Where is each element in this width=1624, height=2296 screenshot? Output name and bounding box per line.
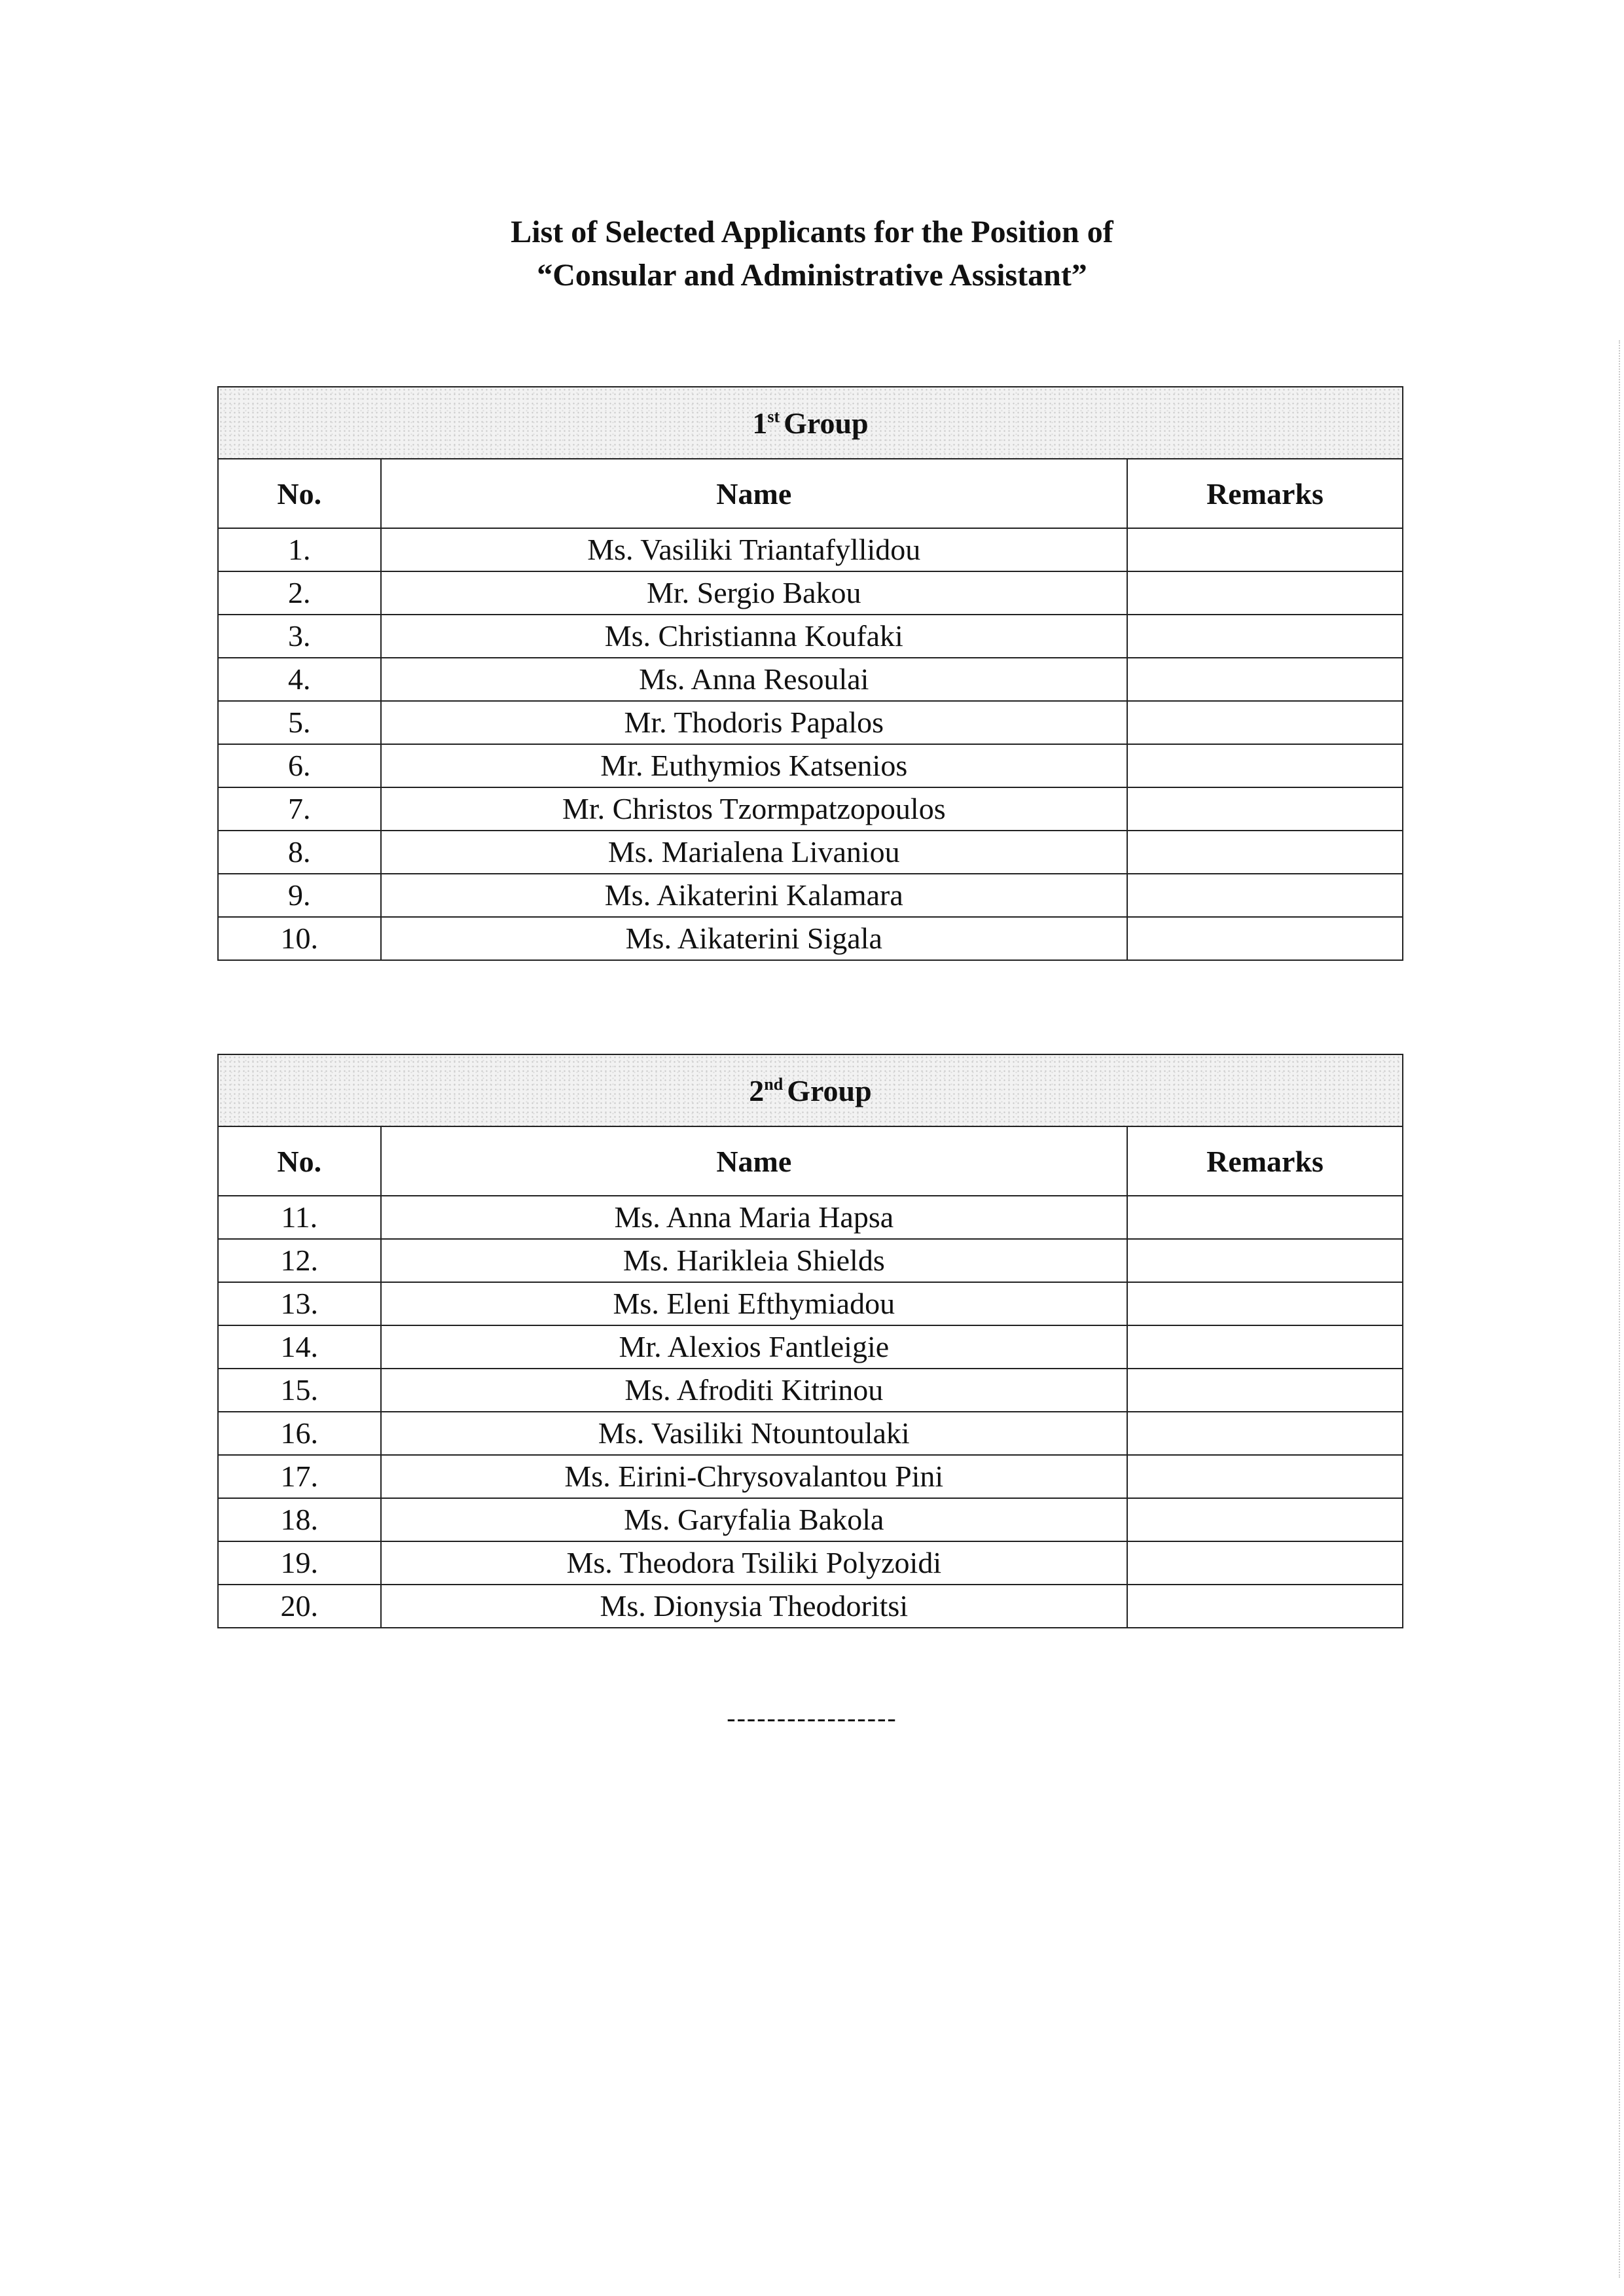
cell-no: 19.	[218, 1541, 381, 1585]
cell-name: Ms. Anna Resoulai	[381, 658, 1128, 701]
group-1-ordinal-suffix: st	[767, 407, 780, 427]
cell-remarks	[1127, 571, 1403, 615]
cell-name: Ms. Dionysia Theodoritsi	[381, 1585, 1128, 1628]
group-1-table	[217, 386, 1403, 961]
cell-remarks	[1127, 1455, 1403, 1498]
cell-name: Ms. Anna Maria Hapsa	[381, 1196, 1128, 1239]
title-line-2: “Consular and Administrative Assistant”	[537, 258, 1087, 293]
table-row	[218, 1498, 1403, 1541]
cell-no: 5.	[218, 701, 381, 744]
table-row	[218, 528, 1403, 571]
cell-name: Ms. Eleni Efthymiadou	[381, 1282, 1128, 1325]
cell-remarks	[1127, 1282, 1403, 1325]
table-row	[218, 1412, 1403, 1455]
cell-name: Ms. Vasiliki Ntountoulaki	[381, 1412, 1128, 1455]
cell-remarks	[1127, 1412, 1403, 1455]
table-row	[218, 701, 1403, 744]
cell-no: 6.	[218, 744, 381, 787]
group-2-table	[217, 1054, 1403, 1628]
cell-name: Mr. Alexios Fantleigie	[381, 1325, 1128, 1369]
group-2-header-row	[218, 1054, 1403, 1126]
cell-name: Ms. Vasiliki Triantafyllidou	[381, 528, 1128, 571]
cell-name: Mr. Euthymios Katsenios	[381, 744, 1128, 787]
table-row	[218, 615, 1403, 658]
cell-no: 15.	[218, 1369, 381, 1412]
cell-no: 12.	[218, 1239, 381, 1282]
column-header-no: No.	[218, 459, 381, 528]
group-1-heading	[218, 387, 1403, 459]
cell-remarks	[1127, 874, 1403, 917]
table-row	[218, 1455, 1403, 1498]
group-2-ordinal-number: 2	[749, 1073, 765, 1107]
table-row	[218, 917, 1403, 960]
cell-name: Mr. Thodoris Papalos	[381, 701, 1128, 744]
cell-remarks	[1127, 1196, 1403, 1239]
table-row	[218, 831, 1403, 874]
scan-edge-mark	[1619, 340, 1620, 2278]
title-line-1: List of Selected Applicants for the Position of	[511, 215, 1113, 249]
group-1-header-row	[218, 387, 1403, 459]
group-2-column-header-row	[218, 1126, 1403, 1196]
group-1-label: Group	[784, 406, 869, 440]
cell-remarks	[1127, 615, 1403, 658]
cell-no: 1.	[218, 528, 381, 571]
column-header-name: Name	[381, 1126, 1128, 1196]
cell-remarks	[1127, 744, 1403, 787]
column-header-name: Name	[381, 459, 1128, 528]
cell-remarks	[1127, 831, 1403, 874]
table-row	[218, 1369, 1403, 1412]
table-row	[218, 874, 1403, 917]
cell-name: Ms. Garyfalia Bakola	[381, 1498, 1128, 1541]
table-row	[218, 1585, 1403, 1628]
cell-name: Mr. Sergio Bakou	[381, 571, 1128, 615]
group-2-ordinal-suffix: nd	[764, 1075, 784, 1094]
cell-no: 7.	[218, 787, 381, 831]
group-1-column-header-row	[218, 459, 1403, 528]
cell-no: 18.	[218, 1498, 381, 1541]
cell-name: Ms. Eirini-Chrysovalantou Pini	[381, 1455, 1128, 1498]
cell-remarks	[1127, 1325, 1403, 1369]
cell-remarks	[1127, 787, 1403, 831]
table-row	[218, 787, 1403, 831]
column-header-no: No.	[218, 1126, 381, 1196]
cell-no: 20.	[218, 1585, 381, 1628]
cell-no: 2.	[218, 571, 381, 615]
table-row	[218, 1239, 1403, 1282]
cell-name: Ms. Marialena Livaniou	[381, 831, 1128, 874]
cell-no: 11.	[218, 1196, 381, 1239]
cell-remarks	[1127, 1585, 1403, 1628]
group-2-rows	[218, 1196, 1403, 1628]
cell-no: 4.	[218, 658, 381, 701]
cell-name: Ms. Christianna Koufaki	[381, 615, 1128, 658]
cell-no: 9.	[218, 874, 381, 917]
cell-remarks	[1127, 658, 1403, 701]
cell-no: 16.	[218, 1412, 381, 1455]
cell-remarks	[1127, 701, 1403, 744]
group-2-label: Group	[787, 1073, 872, 1107]
cell-remarks	[1127, 1541, 1403, 1585]
cell-no: 14.	[218, 1325, 381, 1369]
cell-no: 8.	[218, 831, 381, 874]
table-row	[218, 1196, 1403, 1239]
end-divider: -----------------	[727, 1703, 897, 1732]
column-header-remarks: Remarks	[1127, 459, 1403, 528]
group-2-heading	[218, 1054, 1403, 1126]
column-header-remarks: Remarks	[1127, 1126, 1403, 1196]
cell-remarks	[1127, 917, 1403, 960]
cell-no: 13.	[218, 1282, 381, 1325]
group-1-ordinal-number: 1	[752, 406, 768, 440]
cell-remarks	[1127, 1239, 1403, 1282]
cell-name: Ms. Theodora Tsiliki Polyzoidi	[381, 1541, 1128, 1585]
cell-name: Ms. Afroditi Kitrinou	[381, 1369, 1128, 1412]
table-row	[218, 658, 1403, 701]
cell-name: Ms. Aikaterini Sigala	[381, 917, 1128, 960]
cell-remarks	[1127, 1369, 1403, 1412]
cell-name: Ms. Aikaterini Kalamara	[381, 874, 1128, 917]
table-row	[218, 744, 1403, 787]
cell-no: 10.	[218, 917, 381, 960]
table-row	[218, 1325, 1403, 1369]
cell-name: Ms. Harikleia Shields	[381, 1239, 1128, 1282]
cell-no: 3.	[218, 615, 381, 658]
cell-remarks	[1127, 1498, 1403, 1541]
group-1-rows	[218, 528, 1403, 960]
table-row	[218, 1282, 1403, 1325]
table-row	[218, 571, 1403, 615]
table-row	[218, 1541, 1403, 1585]
cell-no: 17.	[218, 1455, 381, 1498]
cell-name: Mr. Christos Tzormpatzopoulos	[381, 787, 1128, 831]
page-title	[0, 211, 1624, 297]
cell-remarks	[1127, 528, 1403, 571]
